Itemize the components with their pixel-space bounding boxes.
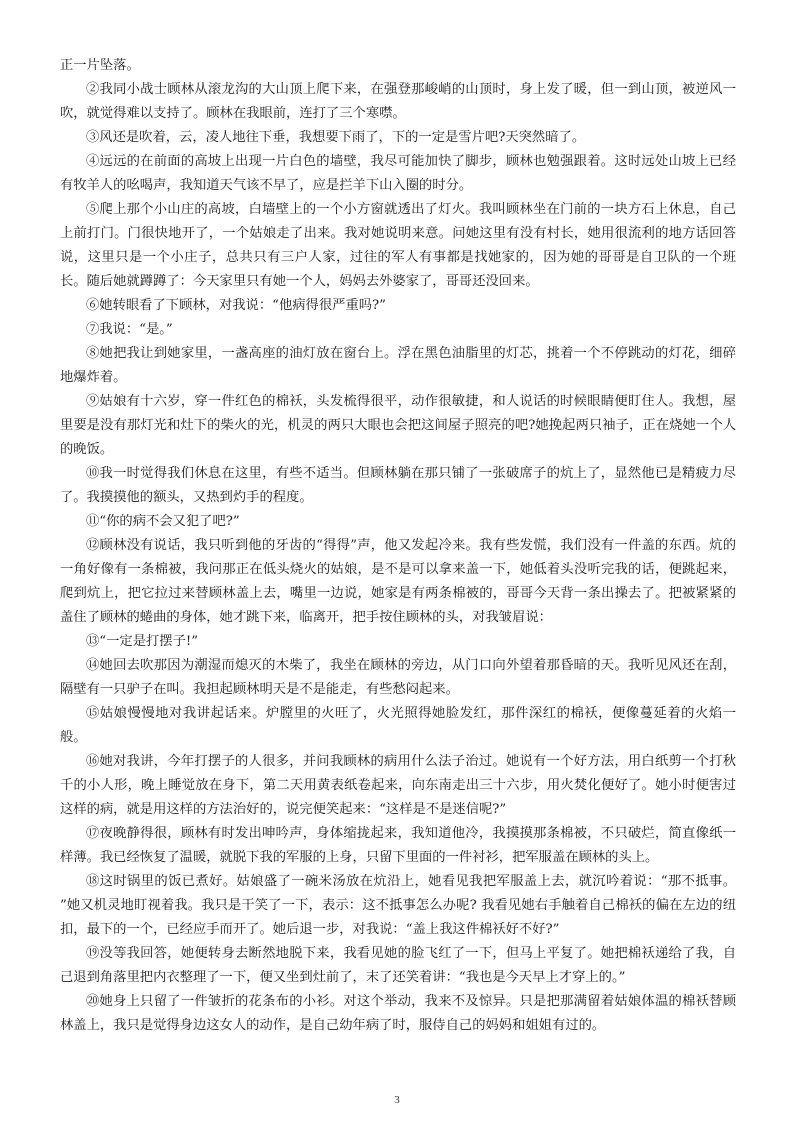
paragraph-2: ②我同小战士顾林从滚龙沟的大山顶上爬下来，在强登那峻峭的山顶时，身上发了暖，但一到山顶，被逆风一吹，就觉得难以支持了。顾林在我眼前，连打了三个寒噤。 [60,82,736,121]
paragraph-13: ⑬“一定是打摆子!” [86,634,199,649]
paragraph-16: ⑯她对我讲，今年打摆子的人很多，并问我顾林的病用什么法子治过。她说有一个好方法，用白纸剪一个打秋千的小人形，晚上睡觉放在身下，第二天用黄表纸卷起来，向东南走出三十六步，用火焚化便好了。她小时便害过这样的病，就是用这样的方法治好的，说完便笑起来：“这样是不是迷信呢?” [60,754,736,817]
page-number: 3 [394,1094,400,1106]
paragraph-4: ④远远的在前面的高坡上出现一片白色的墙壁，我尽可能加快了脚步，顾林也勉强跟着。这时远处山坡上已经有牧羊人的吆喝声，我知道天气该不早了，应是拦羊下山入圈的时分。 [60,154,736,193]
paragraph-11: ⑪“你的病不会又犯了吧?” [86,514,240,529]
paragraph-19: ⑲没等我回答，她便转身去断然地脱下来，我看见她的脸飞红了一下，但马上平复了。她把棉袄递给了我，自己退到角落里把内衣整理了一下，便又坐到灶前了，末了还笑着讲：“我也是今天早上才穿上的。” [60,946,736,985]
paragraph-18: ⑱这时锅里的饭已煮好。姑娘盛了一碗米汤放在炕沿上，她看见我把军服盖上去，就沉吟着说：“那不抵事。 ”她又机灵地盯视着我。我只是干笑了一下，表示：这不抵事怎么办呢? 我看见她右手触着自己棉袄的偏在左边的纽扣，最下的一个，已经应手而开了。她后退一步，对我说：“盖上我这件棉袄好不好?” [60,874,736,937]
paragraph-15: ⑮姑娘慢慢地对我讲起话来。炉膛里的火旺了，火光照得她脸发红，那件深红的棉袄，便像蔓延着的火焰一般。 [60,706,736,745]
document-body [60,54,736,1038]
paragraph-5: ⑤爬上那个小山庄的高坡，白墙壁上的一个小方窗就透出了灯火。我叫顾林坐在门前的一块方石上休息，自己上前打门。门很快地开了，一个姑娘走了出来。我对她说明来意。问她这里有没有村长，她用很流利的地方话回答说，这里只是一个小庄子，总共只有三户人家，过往的军人有事都是找她家的，因为她的哥哥是自卫队的一个班长。随后她就蹲蹲了：今天家里只有她一个人，妈妈去外婆家了，哥哥还没回来。 [60,202,736,289]
paragraph-20: ⑳她身上只留了一件皱折的花条布的小衫。对这个举动，我来不及惊异。只是把那满留着姑娘体温的棉袄替顾林盖上，我只是觉得身边这女人的动作，是自己幼年病了时，服侍自己的妈妈和姐姐有过的。 [60,994,736,1033]
paragraph-7: ⑦我说：“是。” [86,322,173,337]
paragraph-12: ⑫顾林没有说话，我只听到他的牙齿的“得得”声，他又发起冷来。我有些发慌，我们没有一件盖的东西。炕的一角好像有一条棉被，我问那正在低头烧火的姑娘，是不是可以拿来盖一下，她低着头没听完我的话，便跳起来，爬到炕上，把它拉过来替顾林盖上去，嘴里一边说，她家是有两条棉被的，哥哥今天背一条出操去了。把被紧紧的盖住了顾林的蜷曲的身体，她才跳下来，临离开，把手按住顾林的头，对我皱眉说： [60,538,736,625]
paragraph-17: ⑰夜晚静得很，顾林有时发出呻吟声，身体缩拢起来，我知道他冷，我摸摸那条棉被，不只破烂，简直像纸一样薄。我已经恢复了温暖，就脱下我的军服的上身，只留下里面的一件衬衫，把军服盖在顾林的头上。 [60,826,736,865]
paragraph-14: ⑭她回去吹那因为潮湿而熄灭的木柴了，我坐在顾林的旁边，从门口向外望着那昏暗的天。我听见风还在刮，隔壁有一只驴子在叫。我担起顾林明天是不是能走，有些愁闷起来。 [60,658,736,697]
paragraph-6: ⑥她转眼看了下顾林，对我说：“他病得很严重吗?” [86,298,386,313]
paragraph-3: ③风还是吹着，云，凌人地往下垂，我想要下雨了，下的一定是雪片吧?天突然暗了。 [86,130,586,145]
paragraph-10: ⑩我一时觉得我们休息在这里，有些不适当。但顾林躺在那只铺了一张破席子的炕上了，显然他已是精疲力尽了。我摸摸他的额头，又热到灼手的程度。 [60,466,736,505]
paragraph-8: ⑧她把我让到她家里，一盏高座的油灯放在窗台上。浮在黑色油脂里的灯芯，挑着一个不停跳动的灯花，细碎地爆炸着。 [60,346,736,385]
paragraph-continued: 正一片坠落。 [60,58,140,73]
paragraph-9: ⑨姑娘有十六岁，穿一件红色的棉袄，头发梳得很平，动作很敏捷，和人说话的时候眼睛便盯住人。我想，屋里要是没有那灯光和灶下的柴火的光，机灵的两只大眼也会把这间屋子照亮的吧?她挽起两只袖子，正在烧她一个人的晚饭。 [60,394,736,457]
